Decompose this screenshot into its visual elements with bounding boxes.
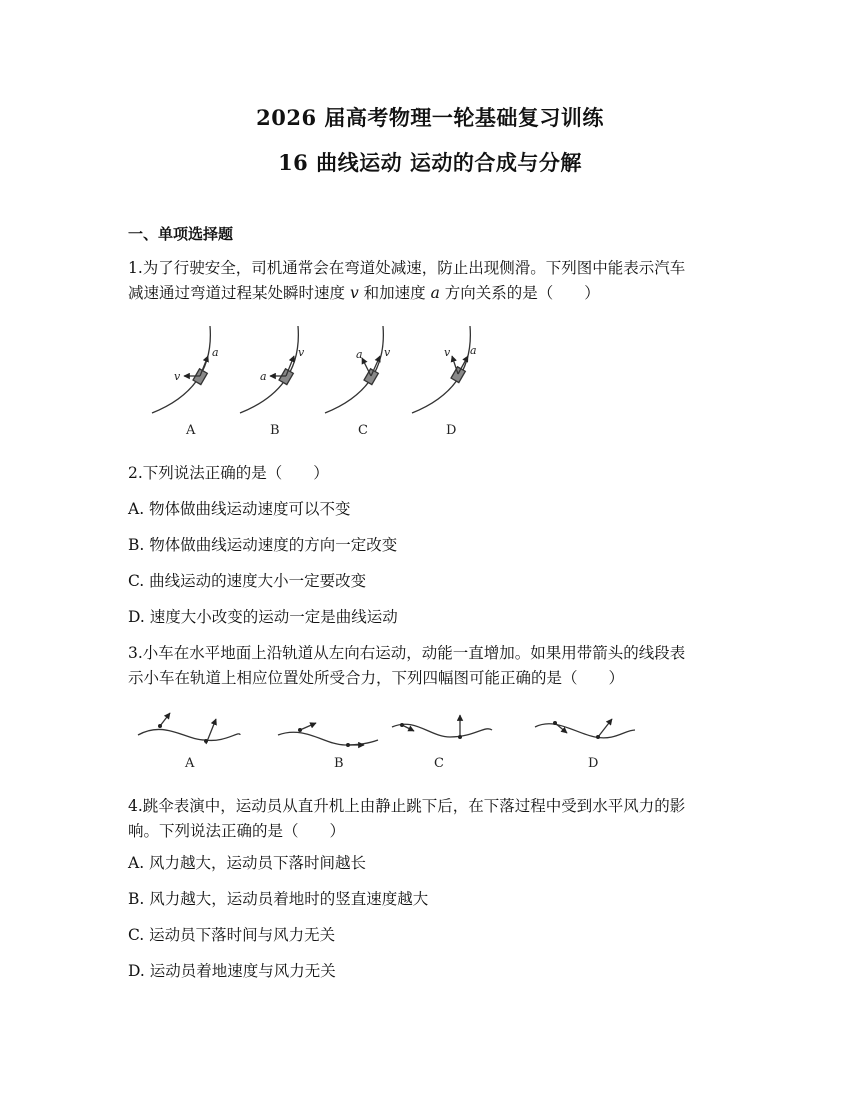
fig1-d-v-label: v	[444, 346, 451, 359]
question-2-option-d: D. 速度大小改变的运动一定是曲线运动	[128, 608, 398, 626]
figure-1-option-a	[152, 326, 210, 413]
question-3-line-2: 示小车在轨道上相应位置处所受合力，下列四幅图可能正确的是（ ）	[128, 669, 625, 687]
fig1-b-v-label: v	[298, 346, 305, 359]
velocity-symbol: v	[349, 284, 359, 302]
fig1-label-a: A	[186, 423, 196, 438]
figure-1-option-b	[240, 326, 298, 413]
question-4-option-d: D. 运动员着地速度与风力无关	[128, 962, 336, 980]
fig3-label-a: A	[185, 756, 195, 771]
question-3-stem	[128, 641, 738, 691]
question-1-figure	[140, 318, 500, 443]
question-4-option-b: B. 风力越大，运动员着地时的竖直速度越大	[128, 890, 429, 908]
fig3-label-b: B	[334, 756, 344, 771]
acceleration-symbol: a	[430, 284, 440, 302]
question-2-stem: 2.下列说法正确的是（ ）	[128, 464, 329, 482]
figure-3-option-d	[535, 719, 635, 738]
page-subtitle: 16 曲线运动 运动的合成与分解	[278, 150, 582, 175]
question-1-line-2: 减速通过弯道过程某处瞬时速度 v 和加速度 a 方向关系的是（ ）	[128, 284, 600, 302]
fig1-label-b: B	[270, 423, 280, 438]
question-1-line-1: 1.为了行驶安全，司机通常会在弯道处减速，防止出现侧滑。下列图中能表示汽车	[128, 259, 686, 277]
fig1-b-a-label: a	[260, 370, 267, 383]
fig1-a-a-label: a	[212, 346, 219, 359]
page-title: 2026 届高考物理一轮基础复习训练	[256, 105, 604, 130]
fig1-label-d: D	[446, 423, 457, 438]
question-4-line-2: 响。下列说法正确的是（ ）	[128, 822, 346, 840]
figure-3-option-a	[138, 713, 240, 744]
question-4-option-c: C. 运动员下落时间与风力无关	[128, 926, 336, 944]
question-2-option-a: A. 物体做曲线运动速度可以不变	[128, 500, 351, 518]
question-2-option-b: B. 物体做曲线运动速度的方向一定改变	[128, 536, 398, 554]
fig3-label-d: D	[588, 756, 599, 771]
figure-3-option-c	[392, 715, 492, 737]
figure-1-option-c	[325, 326, 383, 413]
question-3-figure	[130, 705, 650, 775]
fig1-d-a-label: a	[470, 344, 477, 357]
question-3-line-1: 3.小车在水平地面上沿轨道从左向右运动，动能一直增加。如果用带箭头的线段表	[128, 644, 686, 662]
question-4-line-1: 4.跳伞表演中，运动员从直升机上由静止跳下后，在下落过程中受到水平风力的影	[128, 797, 686, 815]
figure-3-option-b	[278, 723, 378, 745]
question-1-stem	[128, 256, 738, 306]
fig1-c-a-label: a	[356, 348, 363, 361]
section-heading: 一、单项选择题	[128, 225, 234, 243]
fig1-label-c: C	[358, 423, 368, 438]
fig3-label-c: C	[434, 756, 444, 771]
fig1-c-v-label: v	[384, 346, 391, 359]
figure-1-option-d	[412, 326, 470, 413]
question-4-stem	[128, 794, 738, 844]
question-2-option-c: C. 曲线运动的速度大小一定要改变	[128, 572, 367, 590]
question-4-option-a: A. 风力越大，运动员下落时间越长	[128, 854, 367, 872]
fig1-a-v-label: v	[174, 370, 181, 383]
